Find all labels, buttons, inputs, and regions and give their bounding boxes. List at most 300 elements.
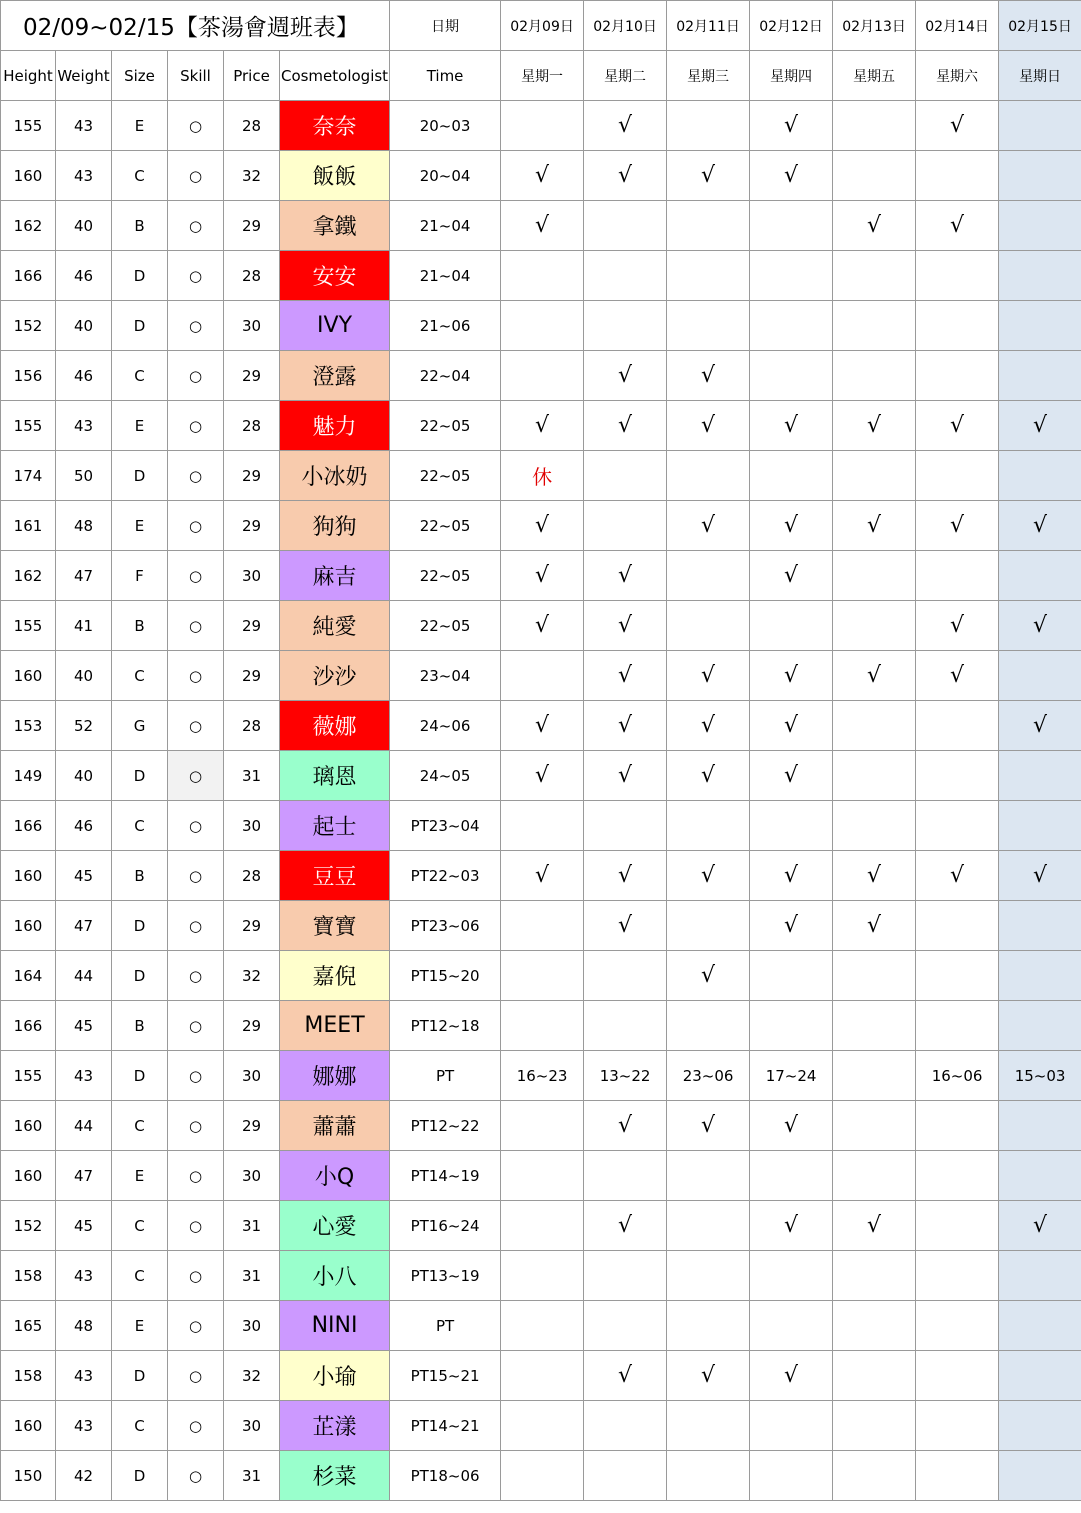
day-cell xyxy=(999,301,1081,351)
date-header: 02月14日 xyxy=(916,1,999,51)
cosmetologist-name: 飯飯 xyxy=(280,151,390,201)
skill-cell: ○ xyxy=(168,351,224,401)
check-mark: √ xyxy=(750,901,833,951)
day-cell xyxy=(501,1001,584,1051)
table-row xyxy=(1,1201,1081,1251)
day-cell xyxy=(833,551,916,601)
day-cell xyxy=(833,101,916,151)
price-cell: 31 xyxy=(224,1251,280,1301)
day-cell xyxy=(584,1451,667,1501)
price-cell: 32 xyxy=(224,151,280,201)
day-cell xyxy=(750,801,833,851)
check-mark: √ xyxy=(999,701,1081,751)
day-cell xyxy=(916,1251,999,1301)
check-mark: √ xyxy=(584,1101,667,1151)
time-cell: PT23~04 xyxy=(390,801,501,851)
table-row xyxy=(1,1351,1081,1401)
table-row xyxy=(1,651,1081,701)
day-cell xyxy=(833,1301,916,1351)
cosmetologist-name: 璃恩 xyxy=(280,751,390,801)
cosmetologist-name: 沙沙 xyxy=(280,651,390,701)
day-cell xyxy=(833,1401,916,1451)
size-cell: E xyxy=(112,101,168,151)
table-row xyxy=(1,551,1081,601)
day-cell xyxy=(999,101,1081,151)
day-cell xyxy=(667,1401,750,1451)
day-cell xyxy=(667,251,750,301)
day-cell xyxy=(750,1151,833,1201)
day-cell xyxy=(916,551,999,601)
day-cell xyxy=(833,751,916,801)
weight-cell: 43 xyxy=(56,1251,112,1301)
height-cell: 161 xyxy=(1,501,56,551)
skill-cell: ○ xyxy=(168,1301,224,1351)
skill-cell: ○ xyxy=(168,1451,224,1501)
weight-cell: 46 xyxy=(56,801,112,851)
time-cell: PT xyxy=(390,1301,501,1351)
day-cell xyxy=(501,1351,584,1401)
check-mark: √ xyxy=(916,851,999,901)
table-row xyxy=(1,351,1081,401)
height-cell: 164 xyxy=(1,951,56,1001)
check-mark: √ xyxy=(667,701,750,751)
skill-cell: ○ xyxy=(168,1351,224,1401)
check-mark: √ xyxy=(750,1351,833,1401)
size-cell: B xyxy=(112,851,168,901)
weight-cell: 45 xyxy=(56,851,112,901)
skill-cell: ○ xyxy=(168,451,224,501)
time-cell: 22~05 xyxy=(390,501,501,551)
column-header-cosmetologist: Cosmetologist xyxy=(280,51,390,101)
skill-cell: ○ xyxy=(168,501,224,551)
price-cell: 28 xyxy=(224,251,280,301)
day-cell xyxy=(833,351,916,401)
cosmetologist-name: 小冰奶 xyxy=(280,451,390,501)
check-mark: √ xyxy=(999,401,1081,451)
day-cell xyxy=(999,801,1081,851)
table-row xyxy=(1,451,1081,501)
cosmetologist-name: 心愛 xyxy=(280,1201,390,1251)
check-mark: √ xyxy=(584,601,667,651)
column-header-size: Size xyxy=(112,51,168,101)
size-cell: D xyxy=(112,1351,168,1401)
size-cell: F xyxy=(112,551,168,601)
day-cell xyxy=(584,1301,667,1351)
header-row-dates xyxy=(1,1,1081,51)
skill-cell: ○ xyxy=(168,1001,224,1051)
size-cell: D xyxy=(112,901,168,951)
day-cell xyxy=(667,901,750,951)
time-cell: PT22~03 xyxy=(390,851,501,901)
skill-cell: ○ xyxy=(168,901,224,951)
weight-cell: 45 xyxy=(56,1001,112,1051)
table-row xyxy=(1,1001,1081,1051)
price-cell: 28 xyxy=(224,401,280,451)
day-cell xyxy=(750,251,833,301)
day-cell xyxy=(667,1451,750,1501)
weight-cell: 40 xyxy=(56,201,112,251)
day-cell xyxy=(584,251,667,301)
day-cell xyxy=(750,301,833,351)
check-mark: √ xyxy=(750,851,833,901)
size-cell: D xyxy=(112,451,168,501)
column-header-weight: Weight xyxy=(56,51,112,101)
check-mark: √ xyxy=(916,501,999,551)
skill-cell: ○ xyxy=(168,601,224,651)
weight-cell: 40 xyxy=(56,301,112,351)
time-cell: 21~04 xyxy=(390,201,501,251)
check-mark: √ xyxy=(833,401,916,451)
time-cell: 22~05 xyxy=(390,601,501,651)
day-cell xyxy=(750,1251,833,1301)
day-cell xyxy=(833,601,916,651)
skill-cell: ○ xyxy=(168,151,224,201)
weekday-header: 星期四 xyxy=(750,51,833,101)
table-row xyxy=(1,951,1081,1001)
table-row xyxy=(1,601,1081,651)
check-mark: √ xyxy=(667,501,750,551)
weight-cell: 44 xyxy=(56,1101,112,1151)
check-mark: √ xyxy=(750,751,833,801)
height-cell: 153 xyxy=(1,701,56,751)
day-cell xyxy=(999,151,1081,201)
time-cell: PT12~22 xyxy=(390,1101,501,1151)
check-mark: √ xyxy=(501,751,584,801)
skill-cell: ○ xyxy=(168,651,224,701)
weight-cell: 45 xyxy=(56,1201,112,1251)
price-cell: 32 xyxy=(224,1351,280,1401)
day-cell xyxy=(916,1151,999,1201)
time-cell: 21~04 xyxy=(390,251,501,301)
day-cell xyxy=(584,501,667,551)
size-cell: B xyxy=(112,601,168,651)
day-cell xyxy=(501,251,584,301)
price-cell: 31 xyxy=(224,1201,280,1251)
day-cell xyxy=(501,1201,584,1251)
table-row xyxy=(1,901,1081,951)
size-cell: E xyxy=(112,501,168,551)
weight-cell: 43 xyxy=(56,1351,112,1401)
day-cell: 16~23 xyxy=(501,1051,584,1101)
day-cell xyxy=(916,751,999,801)
day-cell xyxy=(584,801,667,851)
day-cell xyxy=(916,151,999,201)
check-mark: √ xyxy=(501,401,584,451)
price-cell: 29 xyxy=(224,501,280,551)
check-mark: √ xyxy=(833,901,916,951)
height-cell: 160 xyxy=(1,651,56,701)
day-cell xyxy=(916,451,999,501)
day-cell xyxy=(999,1251,1081,1301)
skill-cell: ○ xyxy=(168,1051,224,1101)
check-mark: √ xyxy=(999,851,1081,901)
time-cell: PT14~21 xyxy=(390,1401,501,1451)
price-cell: 29 xyxy=(224,451,280,501)
cosmetologist-name: 寶寶 xyxy=(280,901,390,951)
height-cell: 155 xyxy=(1,601,56,651)
size-cell: C xyxy=(112,1101,168,1151)
size-cell: C xyxy=(112,1251,168,1301)
check-mark: √ xyxy=(584,701,667,751)
column-header-height: Height xyxy=(1,51,56,101)
size-cell: D xyxy=(112,301,168,351)
day-cell xyxy=(584,451,667,501)
time-cell: PT13~19 xyxy=(390,1251,501,1301)
day-cell xyxy=(750,1451,833,1501)
day-cell xyxy=(750,1301,833,1351)
day-cell xyxy=(501,1301,584,1351)
size-cell: E xyxy=(112,401,168,451)
weight-cell: 42 xyxy=(56,1451,112,1501)
day-cell xyxy=(584,1001,667,1051)
weight-cell: 48 xyxy=(56,501,112,551)
weekday-header: 星期六 xyxy=(916,51,999,101)
check-mark: √ xyxy=(584,1201,667,1251)
day-cell xyxy=(833,301,916,351)
day-cell xyxy=(999,1401,1081,1451)
cosmetologist-name: 安安 xyxy=(280,251,390,301)
column-header-time: Time xyxy=(390,51,501,101)
day-cell xyxy=(501,101,584,151)
price-cell: 30 xyxy=(224,301,280,351)
cosmetologist-name: 薇娜 xyxy=(280,701,390,751)
cosmetologist-name: 娜娜 xyxy=(280,1051,390,1101)
check-mark: √ xyxy=(667,951,750,1001)
weekday-header: 星期三 xyxy=(667,51,750,101)
table-row xyxy=(1,401,1081,451)
check-mark: √ xyxy=(584,751,667,801)
weight-cell: 43 xyxy=(56,151,112,201)
day-cell xyxy=(750,601,833,651)
cosmetologist-name: 狗狗 xyxy=(280,501,390,551)
check-mark: √ xyxy=(833,1201,916,1251)
time-cell: 20~04 xyxy=(390,151,501,201)
day-cell xyxy=(667,601,750,651)
day-cell xyxy=(750,1001,833,1051)
check-mark: √ xyxy=(584,401,667,451)
day-cell xyxy=(916,951,999,1001)
table-row xyxy=(1,501,1081,551)
check-mark: √ xyxy=(584,351,667,401)
check-mark: √ xyxy=(833,201,916,251)
height-cell: 156 xyxy=(1,351,56,401)
cosmetologist-name: 杉菜 xyxy=(280,1451,390,1501)
day-cell xyxy=(833,1101,916,1151)
day-cell xyxy=(999,1151,1081,1201)
page-title: 02/09~02/15【茶湯會週班表】 xyxy=(1,1,390,51)
day-cell xyxy=(999,551,1081,601)
day-cell xyxy=(999,351,1081,401)
skill-cell: ○ xyxy=(168,751,224,801)
price-cell: 29 xyxy=(224,351,280,401)
time-cell: PT12~18 xyxy=(390,1001,501,1051)
weight-cell: 43 xyxy=(56,401,112,451)
check-mark: √ xyxy=(916,401,999,451)
check-mark: √ xyxy=(584,851,667,901)
day-cell xyxy=(833,951,916,1001)
time-cell: 21~06 xyxy=(390,301,501,351)
size-cell: C xyxy=(112,1201,168,1251)
time-cell: PT14~19 xyxy=(390,1151,501,1201)
skill-cell: ○ xyxy=(168,201,224,251)
size-cell: D xyxy=(112,1051,168,1101)
day-cell xyxy=(833,1251,916,1301)
check-mark: √ xyxy=(750,551,833,601)
time-cell: 24~05 xyxy=(390,751,501,801)
day-cell xyxy=(999,901,1081,951)
day-cell xyxy=(584,301,667,351)
check-mark: √ xyxy=(501,701,584,751)
size-cell: G xyxy=(112,701,168,751)
height-cell: 174 xyxy=(1,451,56,501)
height-cell: 160 xyxy=(1,151,56,201)
size-cell: D xyxy=(112,1451,168,1501)
height-cell: 149 xyxy=(1,751,56,801)
day-cell xyxy=(750,1401,833,1451)
day-cell xyxy=(916,1351,999,1401)
date-header: 02月10日 xyxy=(584,1,667,51)
day-cell: 23~06 xyxy=(667,1051,750,1101)
check-mark: √ xyxy=(999,601,1081,651)
time-cell: PT15~21 xyxy=(390,1351,501,1401)
cosmetologist-name: MEET xyxy=(280,1001,390,1051)
day-cell xyxy=(999,1351,1081,1401)
check-mark: √ xyxy=(833,651,916,701)
price-cell: 32 xyxy=(224,951,280,1001)
cosmetologist-name: 小八 xyxy=(280,1251,390,1301)
check-mark: √ xyxy=(584,101,667,151)
day-cell xyxy=(584,951,667,1001)
day-cell xyxy=(916,251,999,301)
table-row xyxy=(1,751,1081,801)
weekday-header: 星期五 xyxy=(833,51,916,101)
check-mark: √ xyxy=(999,1201,1081,1251)
check-mark: √ xyxy=(750,1201,833,1251)
table-row xyxy=(1,1101,1081,1151)
skill-cell: ○ xyxy=(168,801,224,851)
size-cell: D xyxy=(112,251,168,301)
skill-cell: ○ xyxy=(168,1401,224,1451)
size-cell: C xyxy=(112,651,168,701)
date-label: 日期 xyxy=(390,1,501,51)
height-cell: 160 xyxy=(1,1401,56,1451)
time-cell: 22~04 xyxy=(390,351,501,401)
size-cell: E xyxy=(112,1301,168,1351)
price-cell: 31 xyxy=(224,1451,280,1501)
table-row xyxy=(1,701,1081,751)
table-row xyxy=(1,301,1081,351)
price-cell: 28 xyxy=(224,851,280,901)
check-mark: √ xyxy=(750,101,833,151)
day-cell xyxy=(833,801,916,851)
day-cell xyxy=(750,451,833,501)
check-mark: √ xyxy=(584,551,667,601)
height-cell: 158 xyxy=(1,1251,56,1301)
check-mark: √ xyxy=(501,601,584,651)
height-cell: 160 xyxy=(1,901,56,951)
day-cell xyxy=(833,701,916,751)
day-cell xyxy=(501,1401,584,1451)
skill-cell: ○ xyxy=(168,551,224,601)
table-row xyxy=(1,1151,1081,1201)
cosmetologist-name: 拿鐵 xyxy=(280,201,390,251)
check-mark: √ xyxy=(916,201,999,251)
day-cell xyxy=(501,951,584,1001)
day-cell xyxy=(501,901,584,951)
day-cell xyxy=(501,651,584,701)
cosmetologist-name: 小Q xyxy=(280,1151,390,1201)
size-cell: B xyxy=(112,1001,168,1051)
weight-cell: 43 xyxy=(56,101,112,151)
cosmetologist-name: 小瑜 xyxy=(280,1351,390,1401)
check-mark: √ xyxy=(667,1351,750,1401)
day-cell xyxy=(667,551,750,601)
time-cell: 23~04 xyxy=(390,651,501,701)
check-mark: √ xyxy=(501,151,584,201)
skill-cell: ○ xyxy=(168,401,224,451)
time-cell: 22~05 xyxy=(390,451,501,501)
day-cell xyxy=(667,451,750,501)
check-mark: √ xyxy=(999,501,1081,551)
day-cell xyxy=(916,801,999,851)
height-cell: 166 xyxy=(1,1001,56,1051)
size-cell: D xyxy=(112,751,168,801)
height-cell: 152 xyxy=(1,301,56,351)
day-cell xyxy=(667,1151,750,1201)
price-cell: 29 xyxy=(224,1001,280,1051)
skill-cell: ○ xyxy=(168,301,224,351)
skill-cell: ○ xyxy=(168,1251,224,1301)
day-cell xyxy=(999,201,1081,251)
price-cell: 30 xyxy=(224,1151,280,1201)
price-cell: 30 xyxy=(224,1401,280,1451)
height-cell: 152 xyxy=(1,1201,56,1251)
day-cell xyxy=(916,1301,999,1351)
height-cell: 166 xyxy=(1,251,56,301)
size-cell: D xyxy=(112,951,168,1001)
size-cell: E xyxy=(112,1151,168,1201)
day-cell xyxy=(999,751,1081,801)
day-cell: 15~03 xyxy=(999,1051,1081,1101)
day-cell xyxy=(833,1451,916,1501)
day-cell xyxy=(750,351,833,401)
day-cell xyxy=(833,1151,916,1201)
weekday-header: 星期日 xyxy=(999,51,1081,101)
weight-cell: 50 xyxy=(56,451,112,501)
skill-cell: ○ xyxy=(168,101,224,151)
day-cell xyxy=(999,951,1081,1001)
day-cell xyxy=(999,1451,1081,1501)
time-cell: PT xyxy=(390,1051,501,1101)
time-cell: 20~03 xyxy=(390,101,501,151)
day-cell xyxy=(667,201,750,251)
cosmetologist-name: 魅力 xyxy=(280,401,390,451)
time-cell: PT15~20 xyxy=(390,951,501,1001)
height-cell: 162 xyxy=(1,551,56,601)
day-cell xyxy=(584,201,667,251)
day-cell xyxy=(916,1001,999,1051)
weight-cell: 41 xyxy=(56,601,112,651)
day-cell xyxy=(916,901,999,951)
day-cell xyxy=(999,1001,1081,1051)
time-cell: 22~05 xyxy=(390,401,501,451)
check-mark: √ xyxy=(584,151,667,201)
check-mark: √ xyxy=(501,851,584,901)
check-mark: √ xyxy=(750,701,833,751)
time-cell: PT23~06 xyxy=(390,901,501,951)
day-cell xyxy=(750,951,833,1001)
check-mark: √ xyxy=(833,851,916,901)
